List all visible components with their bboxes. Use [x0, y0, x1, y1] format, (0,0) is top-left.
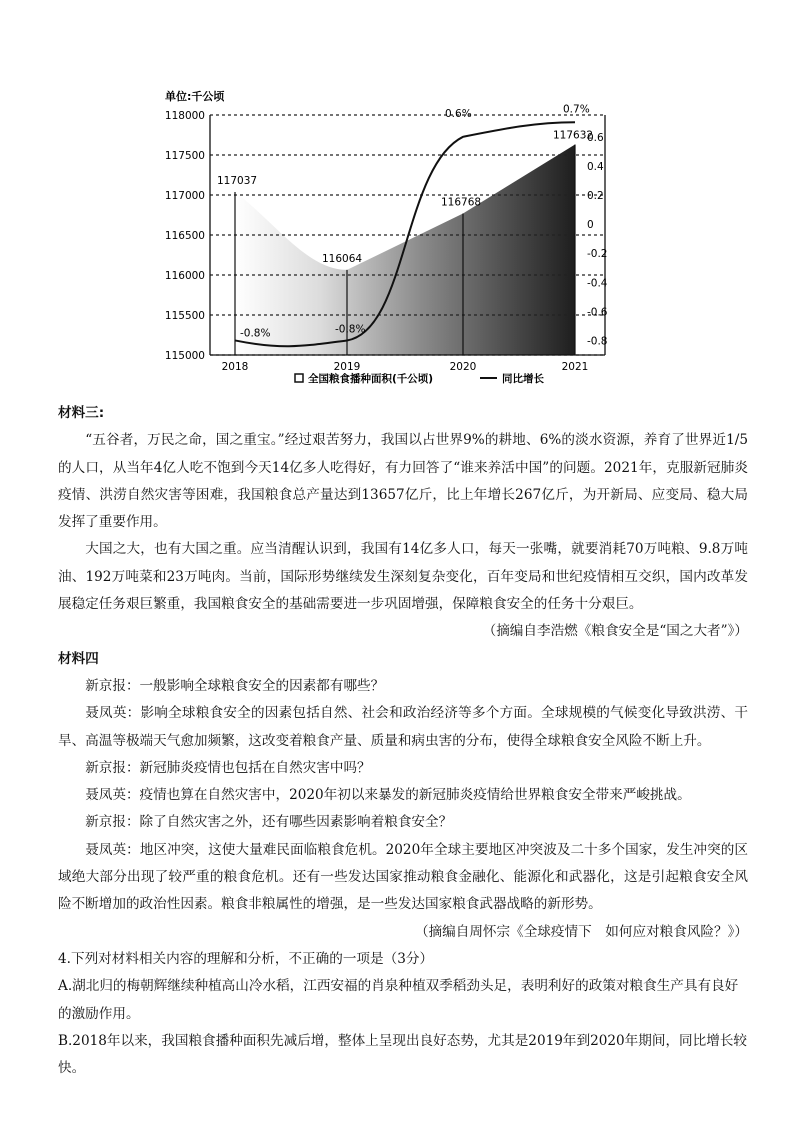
- option-a: A.湖北归的梅朝辉继续种植高山冷水稻，江西安福的肖泉种植双季稻劲头足，表明利好的政策对粮食生产具有良好的激励作用。: [58, 978, 739, 1022]
- x-tick-label: 2020: [449, 361, 477, 373]
- y-right-tick-label: -0.6: [587, 306, 608, 319]
- material4-source: （摘编自周怀宗《全球疫情下 如何应对粮食风险？》）: [414, 923, 748, 940]
- y-right-tick-label: 0.2: [587, 190, 604, 202]
- y-right-tick-label: -0.4: [587, 277, 608, 290]
- y-left-tick-label: 116500: [165, 230, 205, 242]
- x-tick-label: 2021: [561, 361, 589, 373]
- y-left-tick-label: 117000: [165, 190, 205, 202]
- x-tick-label: 2019: [333, 361, 361, 373]
- area-value-label: 116064: [322, 252, 363, 265]
- grain-area-chart: [165, 80, 635, 390]
- interview-q3: 新京报：除了自然灾害之外，还有哪些因素影响着粮食安全？: [85, 814, 453, 831]
- interview-q1: 新京报：一般影响全球粮食安全的因素都有哪些？: [85, 677, 385, 694]
- growth-value-label: 0.6%: [445, 107, 472, 120]
- legend-label-area: 全国粮食播种面积(千公顷): [308, 373, 434, 385]
- y-left-tick-label: 115000: [165, 350, 205, 362]
- growth-value-label: -0.8%: [240, 327, 271, 340]
- interview-a2: 聂凤英：疫情也算在自然灾害中，2020年初以来暴发的新冠肺炎疫情给世界粮食安全带来严峻挑战。: [85, 787, 691, 804]
- y-right-tick-label: -0.8: [587, 335, 608, 348]
- material4-title: 材料四: [58, 650, 99, 667]
- x-tick-label: 2018: [221, 361, 249, 373]
- option-b: B.2018年以来，我国粮食播种面积先减后增，整体上呈现出良好态势，尤其是2019年到2020年期间，同比增长较快。: [58, 1032, 748, 1077]
- interview-q2: 新京报：新冠肺炎疫情也包括在自然灾害中吗？: [85, 759, 371, 776]
- growth-value-label: -0.8%: [335, 323, 366, 336]
- y-right-tick-label: 0.6: [587, 131, 604, 144]
- unit-label: 单位:千公顷: [165, 90, 225, 103]
- y-right-tick-label: 0: [587, 219, 594, 232]
- y-right-tick-label: 0.4: [587, 160, 604, 173]
- y-left-tick-label: 116000: [165, 270, 205, 282]
- material3-source: （摘编自李浩燃《粮食安全是“国之大者”》）: [482, 623, 748, 640]
- question-stem: 4.下列对材料相关内容的理解和分析，不正确的一项是（3分）: [58, 950, 434, 967]
- y-left-tick-label: 115500: [165, 310, 205, 322]
- material3-para1: “五谷者，万民之命，国之重宝。”经过艰苦努力，我国以占世界9%的耕地、6%的淡水资源，养育了世界近1/5的人口，从当年4亿人吃不饱到今天14亿多人吃得好，有力回答了“谁来养活中国”的问题。2021年，克服新冠肺炎疫情、洪涝自然灾害等困难，我国粮食总产量达到13657亿斤，比上年增长267亿斤，为开新局、应变局、稳大局发挥了重要作用。: [58, 432, 748, 531]
- y-left-tick-label: 117500: [165, 150, 205, 162]
- y-right-tick-label: -0.2: [587, 248, 608, 261]
- area-value-label: 116768: [441, 196, 482, 209]
- legend-label-line: 同比增长: [502, 373, 544, 385]
- material3-title: 材料三:: [58, 405, 105, 421]
- document-body: [58, 400, 748, 1082]
- interview-a3: 聂凤英：地区冲突，这使大量难民面临粮食危机。2020年全球主要地区冲突波及二十多个国家，发生冲突的区域绝大部分出现了较严重的粮食危机。还有一些发达国家推动粮食金融化、能源化和武器化，这是引起粮食安全风险不断增加的政治性因素。粮食非粮属性的增强，是一些发达国家粮食武器战略的新形势。: [58, 841, 748, 913]
- y-left-tick-label: 118000: [165, 110, 205, 122]
- area-value-label: 117632: [553, 129, 594, 142]
- area-value-label: 117037: [217, 175, 258, 188]
- legend-swatch-area: [295, 374, 303, 382]
- area-series-fill: [235, 144, 575, 355]
- growth-value-label: 0.7%: [563, 103, 590, 116]
- material3-para2: 大国之大，也有大国之重。应当清醒认识到，我国有14亿多人口，每天一张嘴，就要消耗70万吨粮、9.8万吨油、192万吨菜和23万吨肉。当前，国际形势继续发生深刻复杂变化，百年变局和世纪疫情相互交织，国内改革发展稳定任务艰巨繁重，我国粮食安全的基础需要进一步巩固增强，保障粮食安全的任务十分艰巨。: [58, 541, 748, 613]
- interview-a1: 聂凤英：影响全球粮食安全的因素包括自然、社会和政治经济等多个方面。全球规模的气候变化导致洪涝、干旱、高温等极端天气愈加频繁，这改变着粮食产量、质量和病虫害的分布，使得全球粮食安全风险不断上升。: [58, 705, 748, 749]
